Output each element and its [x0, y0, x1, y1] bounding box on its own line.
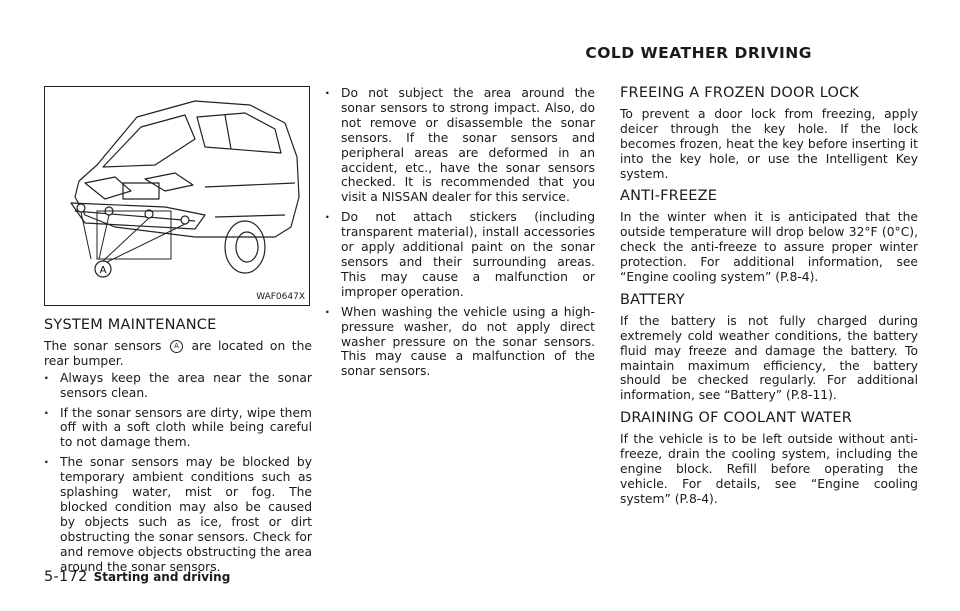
frozen-door-lock-text: To prevent a door lock from freezing, apply deicer through the key hole. If the lock becomes frozen, heat the key before inserting it into the key hole, or use the Intelligent Key system.: [620, 106, 918, 181]
section-header: COLD WEATHER DRIVING: [585, 44, 812, 62]
battery-heading: BATTERY: [620, 291, 685, 308]
list-item: . If the sonar sensors are dirty, wipe them off with a soft cloth while being careful to not damage them.: [44, 406, 312, 451]
sonar-sensor-figure: [44, 86, 310, 306]
list-item: . Always keep the area near the sonar sensors clean.: [44, 371, 312, 401]
list-item: . The sonar sensors may be blocked by temporary ambient conditions such as splashing water, mist or fog. The blocked condition may also be caused by objects such as ice, frost or dirt obstructing the sonar sensors. Check for and remove objects obstructing the area around the sonar sensors.: [44, 455, 312, 574]
intro-text-before: The sonar sensors: [44, 338, 162, 353]
list-item: . Do not subject the area around the sonar sensors to strong impact. Also, do not remove or disassemble the sonar sensors. If the sonar sensors and peripheral areas are deformed in an accident, etc., have the sonar sensors checked. It is recommended that you visit a NISSAN dealer for this service.: [325, 86, 595, 205]
intro-text-after: are located on the rear bumper.: [44, 338, 312, 368]
maintenance-bullet-list: [44, 371, 312, 575]
vehicle-rear-illustration: [45, 87, 309, 305]
page-footer: [44, 569, 230, 585]
column-2: [325, 86, 595, 384]
draining-coolant-text: If the vehicle is to be left outside without anti-freeze, drain the cooling system, including the engine block. Refill before operating the vehicle. For details, see “Engine cooling system” (P.8-4).: [620, 432, 918, 506]
footer-section-name: Starting and driving: [93, 570, 231, 584]
anti-freeze-text: In the winter when it is anticipated that the outside temperature will drop below 32°F (0°C), check the anti-freeze to assure proper winter protection. For additional information, see “Engine cooling system” (P.8-4).: [620, 210, 918, 284]
column-3: [620, 86, 918, 507]
draining-coolant-heading: DRAINING OF COOLANT WATER: [620, 410, 853, 427]
list-item: . When washing the vehicle using a high-pressure washer, do not apply direct washer pressure on the sonar sensors. This may cause a malfunction of the sonar sensors.: [325, 305, 595, 380]
anti-freeze-heading: ANTI-FREEZE: [620, 188, 718, 205]
battery-text: If the battery is not fully charged during extremely cold weather conditions, the battery fluid may freeze and damage the battery. To maintain maximum efficiency, the battery should be checked regularly. For additional information, see “Battery” (P.8-11).: [620, 313, 918, 403]
intro-paragraph: [44, 339, 312, 369]
caution-bullet-list: [325, 86, 595, 379]
sonar-sensor-1: [77, 204, 85, 212]
sensor-symbol-icon: A: [170, 340, 183, 353]
column-1: [44, 318, 312, 580]
figure-code: WAF0647X: [256, 292, 305, 302]
system-maintenance-heading: SYSTEM MAINTENANCE: [44, 317, 217, 333]
list-item: . Do not attach stickers (including transparent material), install accessories or apply additional paint on the sonar sensors and their surrounding areas. This may cause a malfunction or improper operation.: [325, 210, 595, 299]
frozen-door-lock-heading: FREEING A FROZEN DOOR LOCK: [620, 85, 860, 101]
page-number: 5-172: [44, 569, 88, 585]
sonar-sensor-4: [181, 216, 189, 224]
callout-a-label: A: [99, 265, 107, 276]
